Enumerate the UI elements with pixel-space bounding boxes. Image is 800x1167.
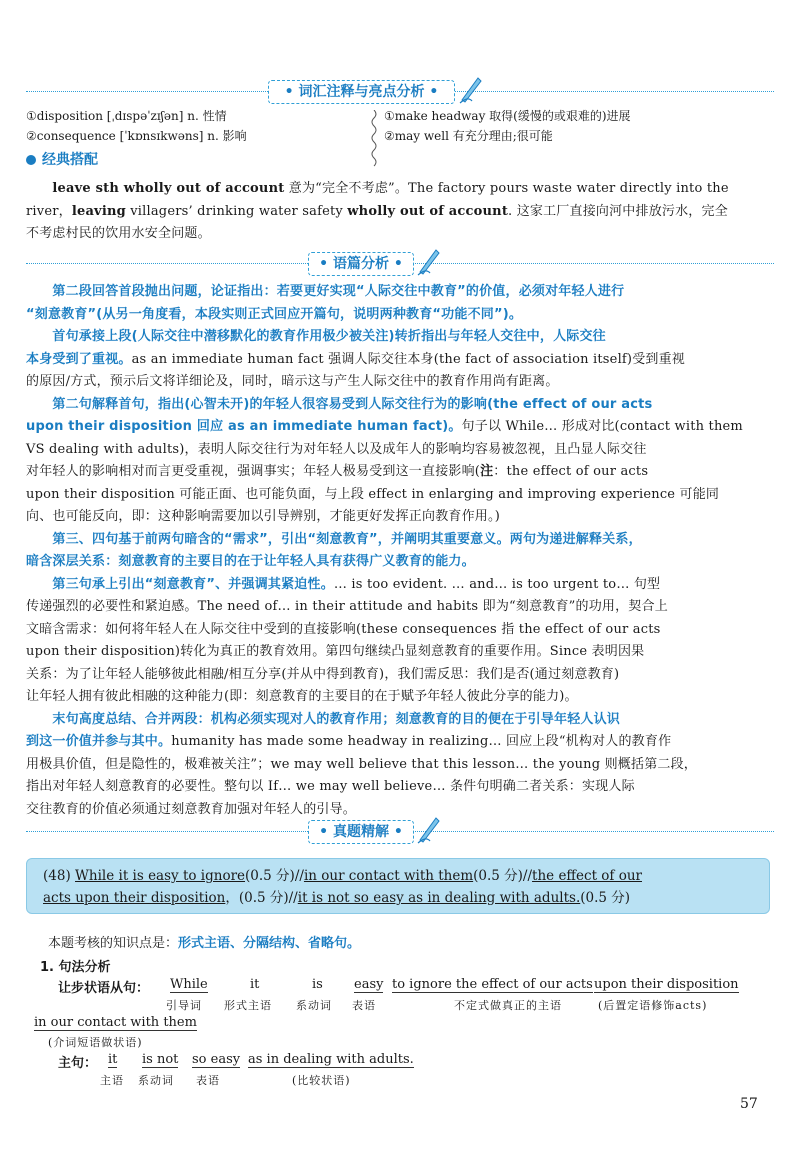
- passage-line: 第三、四句基于前两句暗含的“需求”，引出“刻意教育”，并阐明其重要意义。两句为递进解释关系，: [26, 531, 642, 547]
- passage-line: 传递强烈的必要性和紧迫感。The need of… in their attitude and habits 即为“刻意教育”的功用，契合上: [26, 599, 668, 614]
- passage-line: 关系：为了让年轻人能够彼此相融/相互分享(并从中得到教育)，我们需反思：我们是否(通过刻意教育): [26, 666, 620, 682]
- section-header-vocab: [0, 80, 800, 104]
- passage-line: upon their disposition 可能正面、也可能负面，与上段 effect in enlarging and improving experience 可能同: [26, 486, 720, 502]
- passage-line: upon their disposition)转化为真正的教育效用。第四句继续凸显刻意教育的重要作用。Since 表明因果: [26, 644, 645, 659]
- passage-line: 本身受到了重视。as an immediate human fact 强调人际交往本身(the fact of association itself)受到重视: [26, 351, 686, 367]
- passage-line: 的原因/方式，预示后文将详细论及，同时，暗示这与产生人际交往中的教育作用尚有距离。: [26, 374, 559, 389]
- vocab-left: [26, 106, 247, 146]
- passage-line: 首句承接上段(人际交往中潜移默化的教育作用极少被关注)转折指出与年轻人交往中，人际交往: [26, 329, 606, 344]
- vocab-item: ②may well 有充分理由;很可能: [384, 129, 553, 143]
- passage-line: VS dealing with adults)，表明人际交往行为对年轻人以及成年人的影响均容易被忽视，且凸显人际交往: [26, 441, 647, 457]
- clause-analysis: 让步状语从句： While it is easy to ignore the effect of our acts upon their disposition 引导词 形式主语 系动词 表语 不定式做真正的主语 (后置定语修饰acts): [58, 977, 739, 1012]
- passage-analysis: [26, 281, 776, 821]
- passage-line: 文暗含需求：如何将年轻人在人际交往中受到的直接影响(these consequences 指 the effect of our acts: [26, 621, 661, 637]
- collocation-heading: 经典搭配: [26, 149, 98, 169]
- knowledge-points: 本题考核的知识点是：形式主语、分隔结构、省略句。: [48, 936, 361, 951]
- passage-line: 第二句解释首句，指出(心智未开)的年轻人很容易受到人际交往行为的影响(the effect of our acts: [26, 396, 653, 412]
- passage-line: “刻意教育”(从另一角度看，本段实则正式回应开篇句，说明两种教育“功能不同”)。: [26, 306, 523, 322]
- passage-line: 指出对年轻人刻意教育的必要性。整句以 If… we may well believe… 条件句明确二者关系：实现人际: [26, 779, 635, 794]
- passage-line: upon their disposition 回应 as an immediate human fact)。句子以 While… 形成对比(contact with them: [26, 419, 743, 434]
- bullet-icon: [26, 155, 36, 165]
- passage-line: 第三句承上引出“刻意教育”、并强调其紧迫性。… is too evident. … and… is too urgent to… 句型: [26, 576, 661, 592]
- passage-line: 交往教育的价值必须通过刻意教育加强对年轻人的引导。: [26, 801, 357, 817]
- passage-line: 第二段回答首段抛出问题，论证指出：若要更好实现“人际交往中教育”的价值，必须对年轻人进行: [26, 284, 625, 299]
- passage-line: 对年轻人的影响相对而言更受重视，强调事实；年轻人极易受到这一直接影响(注：the effect of our acts: [26, 464, 649, 479]
- passage-line: 让年轻人拥有彼此相融的这种能力(即：刻意教育的主要目的在于赋予年轻人彼此分享的能力)。: [26, 689, 578, 704]
- prep-phrase-role: (介词短语做状语): [48, 1036, 143, 1049]
- section-header-answer: [0, 820, 800, 844]
- section-title: • 词汇注释与亮点分析 •: [268, 80, 455, 104]
- vocab-item: ①disposition [ˌdɪspəˈzɪʃən] n. 性情: [26, 109, 227, 123]
- pen-icon: [416, 246, 442, 276]
- collocation-text: leave sth wholly out of account 意为“完全不考虑”。The factory pours waste water directly into the river，leaving villagers’ drinking water safety wholly out of account. 这家工厂直接向河中排放污水，完全 不考虑村民的饮用水安全问题。: [26, 181, 729, 241]
- section-title: • 真题精解 •: [308, 820, 414, 844]
- vocab-right: [384, 106, 631, 146]
- passage-line: 向、也可能反向，即：这种影响需要加以引导辨别，才能更好发挥正向教育作用。): [26, 509, 500, 524]
- passage-line: 暗含深层关系：刻意教育的主要目的在于让年轻人具有获得广义教育的能力。: [26, 554, 475, 569]
- answer-text: (48) While it is easy to ignore(0.5 分)//in our contact with them(0.5 分)//the effect of our acts upon their disposition，(0.5 分)//it is not so easy as in dealing with adults.(0.5 分): [43, 868, 642, 906]
- pen-icon: [458, 74, 484, 104]
- section-header-passage: [0, 252, 800, 276]
- vocab-item: ②consequence [ˈkɒnsɪkwəns] n. 影响: [26, 129, 247, 143]
- main-clause: 主句： it is not so easy as in dealing with adults. 主语 系动词 表语 (比较状语): [58, 1052, 414, 1087]
- passage-line: 用极具价值，但是隐性的，极难被关注”；we may well believe that this lesson… the young 则概括第二段，: [26, 756, 697, 772]
- pen-icon: [416, 814, 442, 844]
- divider: [370, 110, 378, 168]
- vocab-item: ①make headway 取得(缓慢的或艰难的)进展: [384, 109, 631, 123]
- answer-box: [26, 858, 770, 914]
- passage-line: 末句高度总结、合并两段：机构必须实现对人的教育作用；刻意教育的目的便在于引导年轻人认识: [26, 711, 621, 727]
- section-syntax: 1. 句法分析: [40, 960, 111, 975]
- prep-phrase: in our contact with them: [34, 1015, 197, 1030]
- page-number: 57: [740, 1096, 758, 1112]
- passage-line: 到这一价值并参与其中。humanity has made some headway in realizing… 回应上段“机构对人的教育作: [26, 734, 672, 749]
- section-title: • 语篇分析 •: [308, 252, 414, 276]
